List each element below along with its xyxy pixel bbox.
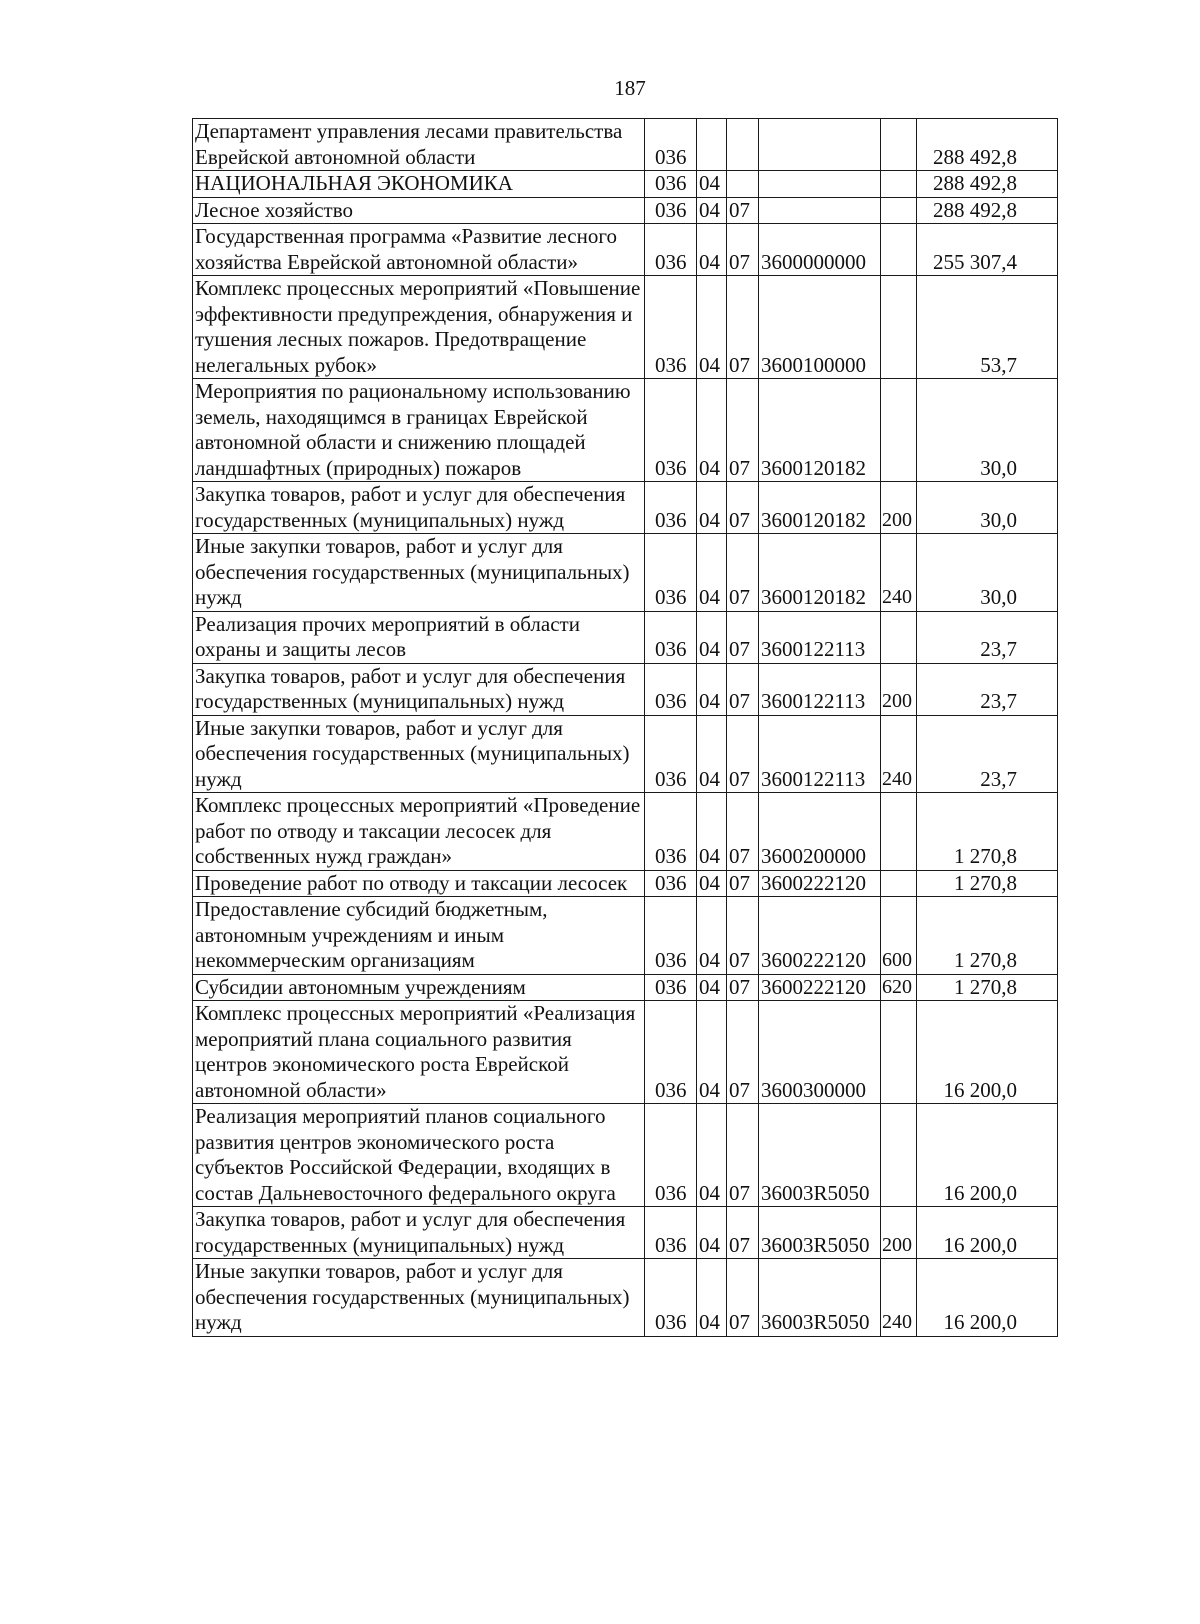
row-grbs-cell: 036	[645, 119, 697, 171]
row-target-article-cell	[759, 119, 881, 171]
row-target-article-cell: 3600100000	[759, 276, 881, 379]
row-name-cell: Иные закупки товаров, работ и услуг для обеспечения государственных (муниципальных) нужд	[193, 1259, 645, 1337]
row-target-article-cell: 3600120182	[759, 534, 881, 612]
row-section-cell: 04	[697, 276, 727, 379]
row-target-article-cell: 3600222120	[759, 870, 881, 897]
row-section-cell: 04	[697, 1259, 727, 1337]
table-row	[193, 611, 1058, 663]
table-row	[193, 224, 1058, 276]
row-grbs-cell: 036	[645, 1001, 697, 1104]
row-sum-cell: 1 270,8	[917, 870, 1058, 897]
row-subsection-cell: 07	[727, 482, 759, 534]
row-sum-cell: 1 270,8	[917, 897, 1058, 975]
row-grbs-cell: 036	[645, 611, 697, 663]
row-target-article-cell	[759, 197, 881, 224]
row-section-cell: 04	[697, 897, 727, 975]
row-subsection-cell: 07	[727, 379, 759, 482]
row-name-cell: Лесное хозяйство	[193, 197, 645, 224]
row-subsection-cell: 07	[727, 611, 759, 663]
row-grbs-cell: 036	[645, 482, 697, 534]
row-subsection-cell: 07	[727, 1104, 759, 1207]
table-row	[193, 793, 1058, 871]
table-row	[193, 1001, 1058, 1104]
row-sum-cell: 23,7	[917, 611, 1058, 663]
table-row	[193, 1207, 1058, 1259]
row-sum-cell: 1 270,8	[917, 793, 1058, 871]
row-grbs-cell: 036	[645, 1259, 697, 1337]
row-target-article-cell: 3600222120	[759, 974, 881, 1001]
row-subsection-cell: 07	[727, 534, 759, 612]
table-row	[193, 534, 1058, 612]
table-row	[193, 663, 1058, 715]
row-sum-cell: 30,0	[917, 482, 1058, 534]
table-row	[193, 897, 1058, 975]
row-name-cell: НАЦИОНАЛЬНАЯ ЭКОНОМИКА	[193, 171, 645, 198]
row-expense-type-cell: 600	[881, 897, 917, 975]
row-subsection-cell: 07	[727, 974, 759, 1001]
row-expense-type-cell: 200	[881, 482, 917, 534]
row-expense-type-cell	[881, 1104, 917, 1207]
row-target-article-cell: 3600122113	[759, 611, 881, 663]
row-target-article-cell: 3600000000	[759, 224, 881, 276]
page-number: 187	[614, 76, 646, 100]
table-row	[193, 197, 1058, 224]
row-expense-type-cell	[881, 1001, 917, 1104]
row-target-article-cell	[759, 171, 881, 198]
row-sum-cell: 288 492,8	[917, 119, 1058, 171]
row-target-article-cell: 3600200000	[759, 793, 881, 871]
table-row	[193, 1259, 1058, 1337]
row-target-article-cell: 3600120182	[759, 379, 881, 482]
row-grbs-cell: 036	[645, 897, 697, 975]
row-expense-type-cell: 200	[881, 663, 917, 715]
row-section-cell: 04	[697, 482, 727, 534]
row-section-cell: 04	[697, 1001, 727, 1104]
row-name-cell: Комплекс процессных мероприятий «Проведение работ по отводу и таксации лесосек для собственных нужд граждан»	[193, 793, 645, 871]
row-name-cell: Субсидии автономным учреждениям	[193, 974, 645, 1001]
row-subsection-cell: 07	[727, 1001, 759, 1104]
row-section-cell: 04	[697, 663, 727, 715]
row-target-article-cell: 36003R5050	[759, 1259, 881, 1337]
row-target-article-cell: 36003R5050	[759, 1207, 881, 1259]
row-grbs-cell: 036	[645, 870, 697, 897]
row-section-cell: 04	[697, 224, 727, 276]
table-row	[193, 974, 1058, 1001]
row-grbs-cell: 036	[645, 1207, 697, 1259]
row-sum-cell: 23,7	[917, 715, 1058, 793]
row-sum-cell: 16 200,0	[917, 1207, 1058, 1259]
row-expense-type-cell: 620	[881, 974, 917, 1001]
row-grbs-cell: 036	[645, 663, 697, 715]
row-expense-type-cell	[881, 379, 917, 482]
row-expense-type-cell: 240	[881, 534, 917, 612]
row-section-cell: 04	[697, 534, 727, 612]
table-row	[193, 171, 1058, 198]
row-name-cell: Предоставление субсидий бюджетным, автономным учреждениям и иным некоммерческим организациям	[193, 897, 645, 975]
row-sum-cell: 255 307,4	[917, 224, 1058, 276]
row-subsection-cell	[727, 119, 759, 171]
row-name-cell: Государственная программа «Развитие лесного хозяйства Еврейской автономной области»	[193, 224, 645, 276]
row-sum-cell: 16 200,0	[917, 1104, 1058, 1207]
row-grbs-cell: 036	[645, 534, 697, 612]
row-section-cell: 04	[697, 1207, 727, 1259]
table-row	[193, 715, 1058, 793]
row-expense-type-cell	[881, 224, 917, 276]
row-expense-type-cell: 240	[881, 715, 917, 793]
row-name-cell: Иные закупки товаров, работ и услуг для обеспечения государственных (муниципальных) нужд	[193, 534, 645, 612]
budget-table	[192, 118, 1058, 1337]
row-expense-type-cell	[881, 611, 917, 663]
row-name-cell: Мероприятия по рациональному использованию земель, находящимся в границах Еврейской автономной области и снижению площадей ландшафтных (природных) пожаров	[193, 379, 645, 482]
row-expense-type-cell	[881, 870, 917, 897]
row-grbs-cell: 036	[645, 793, 697, 871]
row-section-cell: 04	[697, 974, 727, 1001]
row-sum-cell: 16 200,0	[917, 1001, 1058, 1104]
row-grbs-cell: 036	[645, 1104, 697, 1207]
row-name-cell: Иные закупки товаров, работ и услуг для обеспечения государственных (муниципальных) нужд	[193, 715, 645, 793]
row-grbs-cell: 036	[645, 379, 697, 482]
row-section-cell: 04	[697, 379, 727, 482]
row-name-cell: Реализация прочих мероприятий в области охраны и защиты лесов	[193, 611, 645, 663]
row-subsection-cell: 07	[727, 870, 759, 897]
row-sum-cell: 23,7	[917, 663, 1058, 715]
row-sum-cell: 30,0	[917, 379, 1058, 482]
row-sum-cell: 288 492,8	[917, 171, 1058, 198]
row-grbs-cell: 036	[645, 197, 697, 224]
table-row	[193, 482, 1058, 534]
row-section-cell: 04	[697, 171, 727, 198]
row-sum-cell: 53,7	[917, 276, 1058, 379]
table-row	[193, 119, 1058, 171]
row-target-article-cell: 3600300000	[759, 1001, 881, 1104]
row-target-article-cell: 36003R5050	[759, 1104, 881, 1207]
row-name-cell: Комплекс процессных мероприятий «Повышение эффективности предупреждения, обнаружения и тушения лесных пожаров. Предотвращение нелегальных рубок»	[193, 276, 645, 379]
row-name-cell: Реализация мероприятий планов социального развития центров экономического роста субъектов Российской Федерации, входящих в состав Дальневосточного федерального округа	[193, 1104, 645, 1207]
row-grbs-cell: 036	[645, 171, 697, 198]
row-target-article-cell: 3600122113	[759, 663, 881, 715]
row-expense-type-cell	[881, 171, 917, 198]
row-expense-type-cell	[881, 197, 917, 224]
row-target-article-cell: 3600222120	[759, 897, 881, 975]
row-grbs-cell: 036	[645, 276, 697, 379]
row-section-cell: 04	[697, 1104, 727, 1207]
row-target-article-cell: 3600120182	[759, 482, 881, 534]
row-subsection-cell: 07	[727, 1207, 759, 1259]
row-subsection-cell: 07	[727, 793, 759, 871]
row-target-article-cell: 3600122113	[759, 715, 881, 793]
row-section-cell: 04	[697, 611, 727, 663]
row-expense-type-cell: 200	[881, 1207, 917, 1259]
row-section-cell: 04	[697, 870, 727, 897]
row-subsection-cell: 07	[727, 897, 759, 975]
row-sum-cell: 1 270,8	[917, 974, 1058, 1001]
row-sum-cell: 288 492,8	[917, 197, 1058, 224]
row-section-cell: 04	[697, 197, 727, 224]
table-row	[193, 870, 1058, 897]
row-name-cell: Департамент управления лесами правительства Еврейской автономной области	[193, 119, 645, 171]
row-name-cell: Проведение работ по отводу и таксации лесосек	[193, 870, 645, 897]
row-expense-type-cell	[881, 119, 917, 171]
row-subsection-cell	[727, 171, 759, 198]
row-grbs-cell: 036	[645, 974, 697, 1001]
table-row	[193, 276, 1058, 379]
row-sum-cell: 30,0	[917, 534, 1058, 612]
row-name-cell: Закупка товаров, работ и услуг для обеспечения государственных (муниципальных) нужд	[193, 482, 645, 534]
row-section-cell: 04	[697, 715, 727, 793]
row-subsection-cell: 07	[727, 1259, 759, 1337]
row-expense-type-cell	[881, 793, 917, 871]
row-name-cell: Комплекс процессных мероприятий «Реализация мероприятий плана социального развития центров экономического роста Еврейской автономной области»	[193, 1001, 645, 1104]
row-grbs-cell: 036	[645, 715, 697, 793]
row-subsection-cell: 07	[727, 276, 759, 379]
row-subsection-cell: 07	[727, 715, 759, 793]
row-name-cell: Закупка товаров, работ и услуг для обеспечения государственных (муниципальных) нужд	[193, 663, 645, 715]
row-subsection-cell: 07	[727, 224, 759, 276]
row-section-cell: 04	[697, 793, 727, 871]
row-name-cell: Закупка товаров, работ и услуг для обеспечения государственных (муниципальных) нужд	[193, 1207, 645, 1259]
row-subsection-cell: 07	[727, 197, 759, 224]
table-body	[193, 119, 1058, 1337]
row-grbs-cell: 036	[645, 224, 697, 276]
row-section-cell	[697, 119, 727, 171]
row-expense-type-cell	[881, 276, 917, 379]
row-expense-type-cell: 240	[881, 1259, 917, 1337]
row-sum-cell: 16 200,0	[917, 1259, 1058, 1337]
table-row	[193, 379, 1058, 482]
row-subsection-cell: 07	[727, 663, 759, 715]
table-row	[193, 1104, 1058, 1207]
